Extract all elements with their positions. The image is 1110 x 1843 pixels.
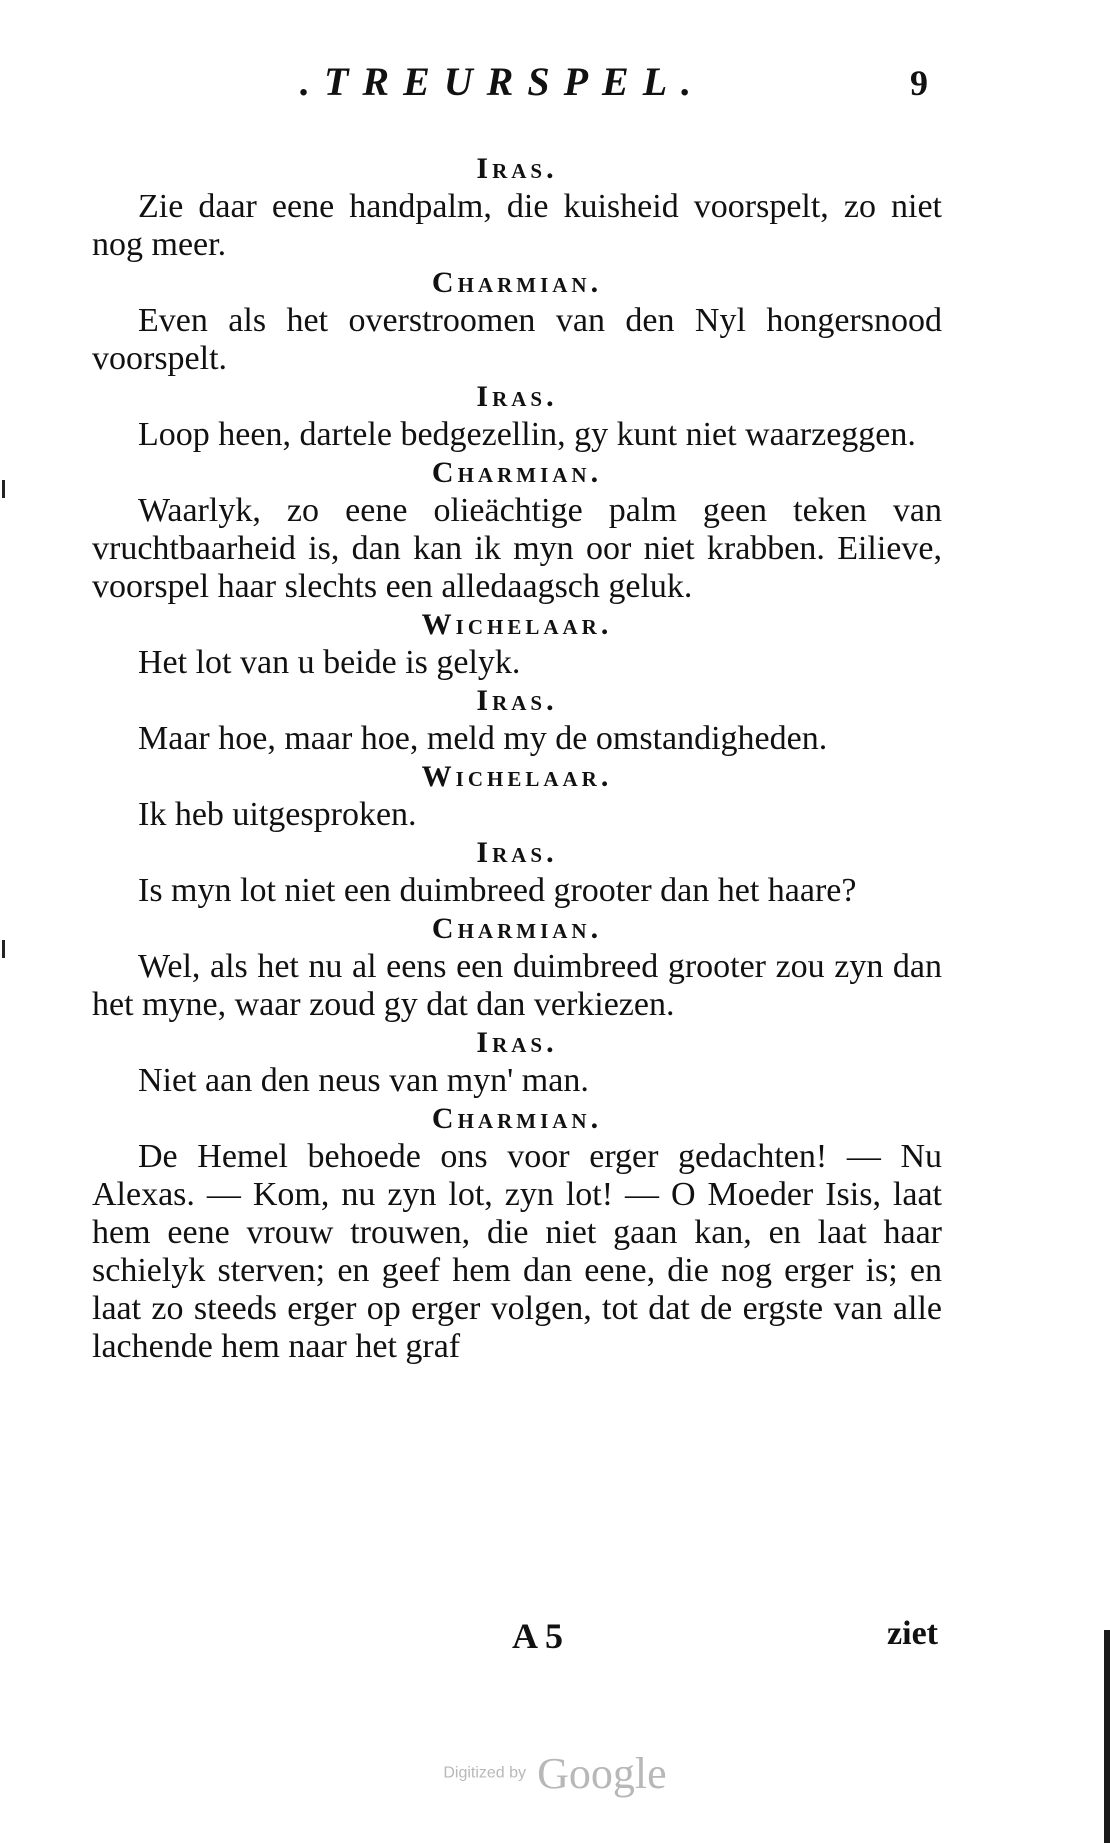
page-footer bbox=[92, 1615, 942, 1655]
google-logo: Google bbox=[537, 1749, 667, 1798]
speech-text: Zie daar eene handpalm, die kuisheid voorspelt, zo niet nog meer. bbox=[92, 188, 942, 263]
speaker-heading: Charmian. bbox=[431, 912, 603, 945]
watermark-prefix: Digitized by bbox=[443, 1764, 527, 1782]
speech-text: Maar hoe, maar hoe, meld my de omstandigheden. bbox=[138, 720, 828, 757]
speaker-heading: Iras. bbox=[476, 836, 558, 869]
speaker-heading: Iras. bbox=[476, 684, 558, 717]
speaker-heading: Wichelaar. bbox=[421, 760, 613, 793]
speaker-heading: Iras. bbox=[476, 380, 558, 413]
speech-text: Wel, als het nu al eens een duimbreed grooter zou zyn dan het myne, waar zoud gy dat dan verkiezen. bbox=[92, 948, 942, 1023]
speaker-heading: Charmian. bbox=[431, 456, 603, 489]
speech-text: Niet aan den neus van myn' man. bbox=[138, 1062, 589, 1099]
digitized-watermark bbox=[0, 1748, 1110, 1799]
running-title: .TREURSPEL. bbox=[300, 59, 706, 104]
scan-speck bbox=[2, 480, 5, 498]
speech-text: Is myn lot niet een duimbreed grooter dan het haare? bbox=[138, 872, 857, 909]
scan-edge bbox=[1104, 1630, 1110, 1843]
speech-text: Waarlyk, zo eene olieächtige palm geen teken van vruchtbaarheid is, dan kan ik myn oor niet krabben. Eilieve, voorspel haar slechts een alledaagsch geluk. bbox=[92, 492, 942, 605]
page-header bbox=[0, 58, 1110, 118]
dialogue-body bbox=[92, 150, 942, 1366]
speech-text: Loop heen, dartele bedgezellin, gy kunt niet waarzeggen. bbox=[138, 416, 916, 453]
speech-text: Even als het overstroomen van den Nyl hongersnood voorspelt. bbox=[92, 302, 942, 377]
page-number: 9 bbox=[910, 63, 928, 103]
speaker-heading: Wichelaar. bbox=[421, 608, 613, 641]
scan-speck bbox=[2, 940, 5, 958]
speech-text: Het lot van u beide is gelyk. bbox=[138, 644, 521, 681]
speaker-heading: Charmian. bbox=[431, 266, 603, 299]
speech-text: Ik heb uitgesproken. bbox=[138, 796, 417, 833]
speaker-heading: Charmian. bbox=[431, 1102, 603, 1135]
speech-text: De Hemel behoede ons voor erger gedachten! — Nu Alexas. — Kom, nu zyn lot, zyn lot! — O Moeder Isis, laat hem eene vrouw trouwen, die niet gaan kan, en laat haar schielyk sterven; en geef hem dan eene, die nog erger is; en laat zo steeds erger op erger volgen, tot dat de ergste van alle lachende hem naar het graf bbox=[92, 1138, 942, 1365]
speaker-heading: Iras. bbox=[476, 152, 558, 185]
speaker-heading: Iras. bbox=[476, 1026, 558, 1059]
signature-mark: A 5 bbox=[512, 1616, 564, 1656]
catchword: ziet bbox=[887, 1615, 938, 1652]
